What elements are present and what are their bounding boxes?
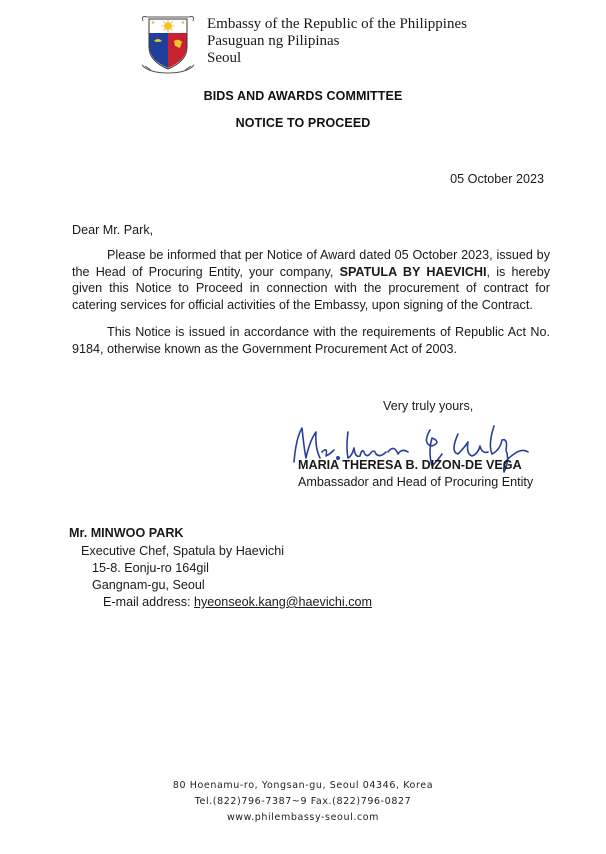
company-name: SPATULA BY HAEVICHI [339, 264, 487, 279]
paragraph-1-before: Please be informed that per Notice of Award dated 05 October 2023, issued by the Head of Procuring Entity, your company, [72, 248, 550, 279]
paragraph-1 [72, 247, 550, 313]
email-link[interactable]: hyeonseok.kang@haevichi.com [194, 595, 373, 609]
letter-date: 05 October 2023 [450, 172, 544, 186]
embassy-name: Embassy of the Republic of the Philippines [207, 16, 467, 32]
embassy-city: Seoul [207, 50, 242, 66]
email-label: E-mail address: [103, 595, 194, 609]
footer-address: 80 Hoenamu-ro, Yongsan-gu, Seoul 04346, Korea [172, 780, 434, 791]
notice-title: NOTICE TO PROCEED [235, 116, 371, 130]
recipient-name: Mr. MINWOO PARK [69, 526, 184, 540]
embassy-name-filipino: Pasuguan ng Pilipinas [207, 33, 340, 49]
footer-website: www.philembassy-seoul.com [226, 812, 380, 823]
signatory-title: Ambassador and Head of Procuring Entity [298, 475, 534, 489]
footer-phone: Tel.(822)796-7387~9 Fax.(822)796-0827 [194, 796, 412, 807]
recipient-email-line [103, 594, 372, 611]
signatory-name: MARIA THERESA B. DIZON-DE VEGA [298, 458, 522, 472]
paragraph-2-text: This Notice is issued in accordance with the requirements of Republic Act No. 9184, otherwise known as the Government Procurement Act of 2003. [72, 325, 550, 356]
salutation: Dear Mr. Park, [72, 223, 154, 237]
paragraph-1-after: , is hereby given this Notice to Proceed in connection with the procurement of contract for catering services for official activities of the Embassy, upon signing of the Contract. [72, 264, 550, 312]
philippine-coat-of-arms-icon [139, 13, 197, 75]
recipient-address-2: Gangnam-gu, Seoul [92, 578, 205, 592]
paragraph-2 [72, 324, 550, 357]
closing: Very truly yours, [383, 399, 474, 413]
committee-heading: BIDS AND AWARDS COMMITTEE [203, 89, 403, 103]
recipient-position: Executive Chef, Spatula by Haevichi [81, 544, 285, 558]
recipient-address-1: 15-8. Eonju-ro 164gil [92, 561, 209, 575]
